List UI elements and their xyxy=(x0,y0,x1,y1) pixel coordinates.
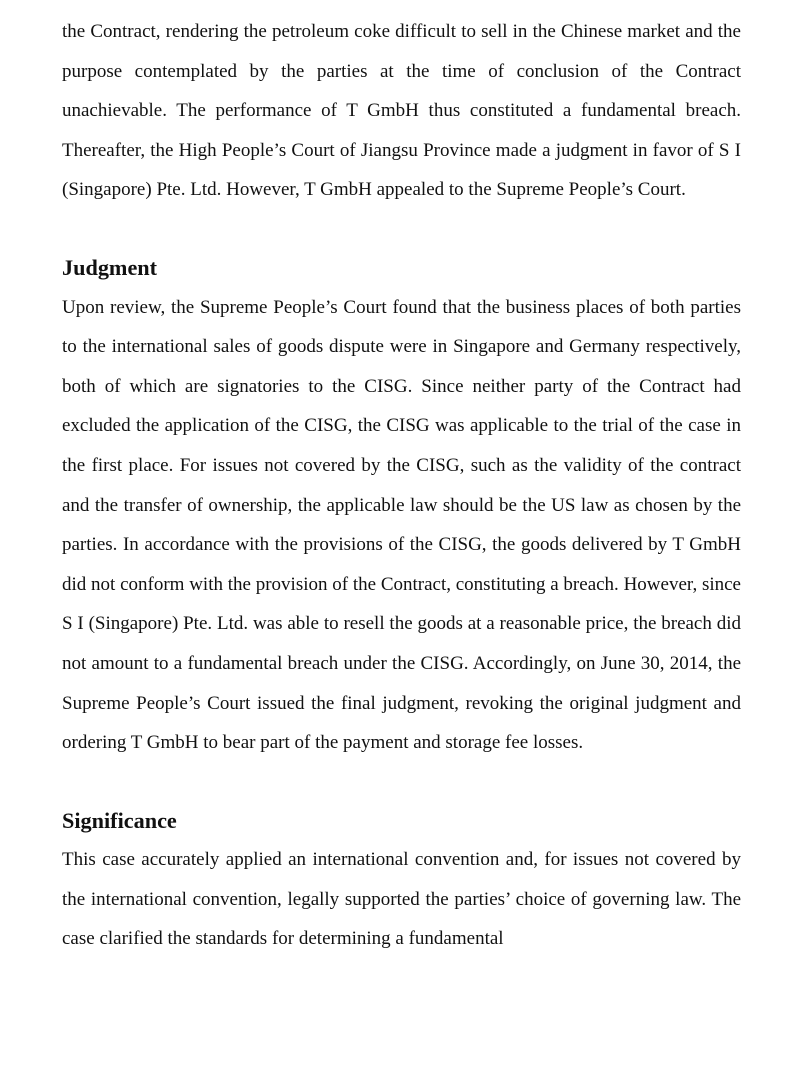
judgment-paragraph: Upon review, the Supreme People’s Court found that the business places of both parties to the international sales of goods dispute were in Singapore and Germany respectively, both of which are signatories to the CISG. Since neither party of the Contract had excluded the application of the CISG, the CISG was applicable to the trial of the case in the first place. For issues not covered by the CISG, such as the validity of the contract and the transfer of ownership, the applicable law should be the US law as chosen by the parties. In accordance with the provisions of the CISG, the goods delivered by T GmbH did not conform with the provision of the Contract, constituting a breach. However, since S I (Singapore) Pte. Ltd. was able to resell the goods at a reasonable price, the breach did not amount to a fundamental breach under the CISG. Accordingly, on June 30, 2014, the Supreme People’s Court issued the final judgment, revoking the original judgment and ordering T GmbH to bear part of the payment and storage fee losses. xyxy=(62,296,741,754)
section-spacer xyxy=(62,210,741,248)
section-spacer xyxy=(62,763,741,801)
intro-paragraph: the Contract, rendering the petroleum coke difficult to sell in the Chinese market and the purpose contemplated by the parties at the time of conclusion of the Contract unachievable. The performance of T GmbH thus constituted a fundamental breach. Thereafter, the High People’s Court of Jiangsu Province made a judgment in favor of S I (Singapore) Pte. Ltd. However, T GmbH appealed to the Supreme People’s Court. xyxy=(62,21,741,201)
significance-heading: Significance xyxy=(62,807,177,833)
significance-paragraph: This case accurately applied an international convention and, for issues not covered by the international convention, legally supported the parties’ choice of governing law. The case clarified the standards for determining a fundamental xyxy=(62,849,741,950)
judgment-heading: Judgment xyxy=(62,254,158,280)
document-page xyxy=(62,12,741,959)
